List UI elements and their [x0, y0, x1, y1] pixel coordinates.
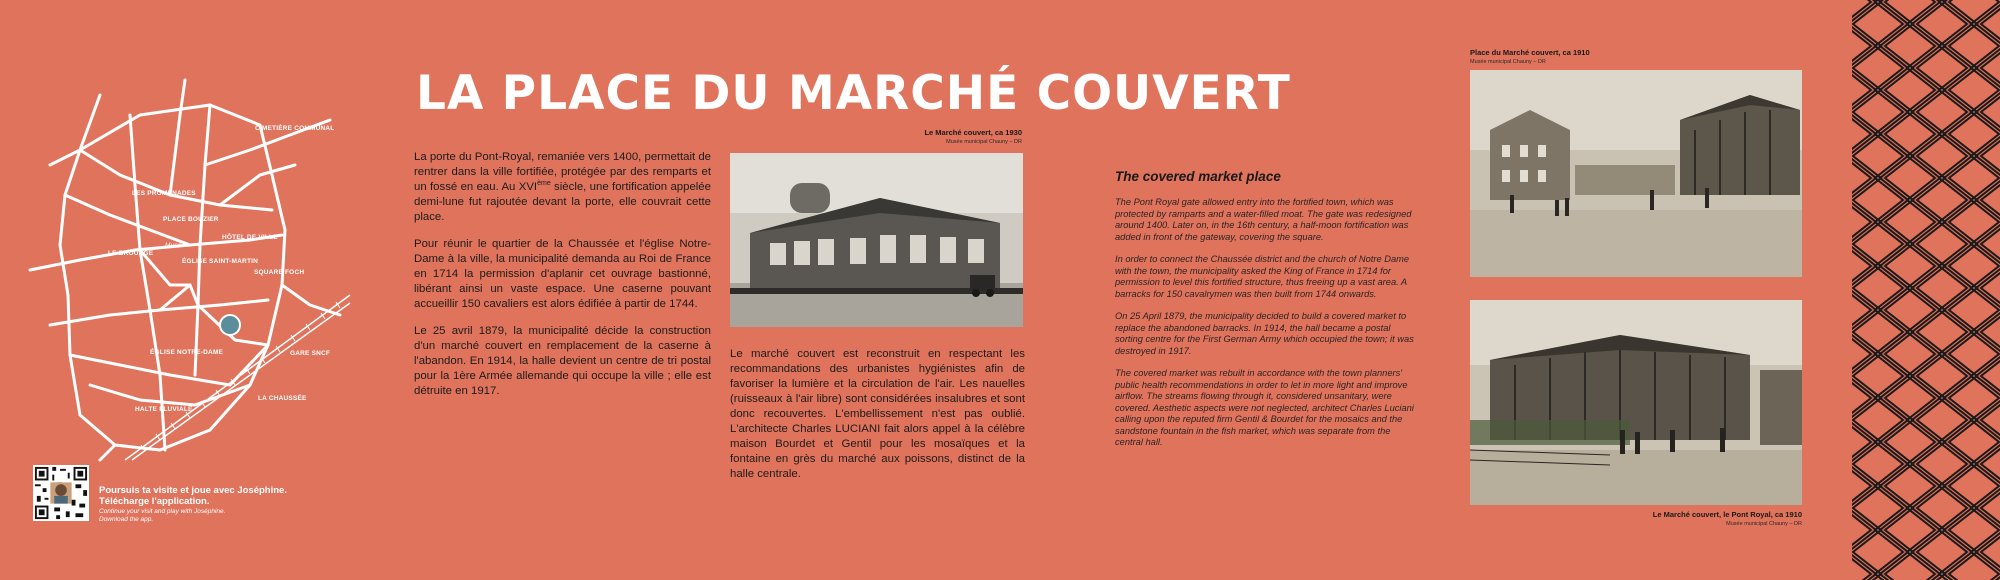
photo-square-1910-graphic — [1470, 70, 1802, 277]
qr-code[interactable] — [33, 465, 89, 521]
map-label-chaussee: LA CHAUSSÉE — [258, 395, 307, 402]
app-promo — [33, 465, 333, 525]
photo-square-1910 — [1470, 70, 1802, 277]
map-label-place-bouzier: PLACE BOUZIER — [163, 216, 219, 223]
photo-market-pont-royal-1910-graphic — [1470, 300, 1802, 505]
zigzag-pattern-graphic — [1852, 0, 2000, 580]
map-label-square-foch: SQUARE FOCH — [254, 269, 305, 276]
photo-3-caption: Le Marché couvert, le Pont Royal, ca 1910 — [1652, 510, 1802, 519]
map-label-brouage: LE BROUAGE — [108, 250, 154, 257]
french-paragraph-1 — [414, 150, 711, 225]
french-paragraph-3: Le 25 avril 1879, la municipalité décide la construction d'un marché couvert en remplacement de la caserne à l'abandon. En 1914, la halle devient un centre de tri postal pour la 1ère Armée allemande qui occupe la ville ; elle est détruite en 1917. — [414, 325, 711, 397]
english-paragraph-3: On 25 April 1879, the municipality decided to build a covered market to replace the abandoned barracks. In 1914, the hall became a postal sorting centre for the First German Army which occupied the town; it was destroyed in 1917. — [1115, 311, 1414, 356]
english-paragraph-2: In order to connect the Chaussée district and the church of Notre Dame with the town, the municipality asked the King of France in 1714 for permission to level this fortified structure, thus freeing up a vast area. A barracks for 150 cavalrymen was then built from 1744 onwards. — [1115, 254, 1410, 299]
qr-text-en — [99, 508, 319, 524]
street-map-graphic — [20, 55, 355, 465]
decorative-pattern — [1852, 0, 2000, 580]
map-label-eglise-notre-dame: ÉGLISE NOTRE-DAME — [150, 349, 224, 356]
english-paragraph-1: The Pont Royal gate allowed entry into the fortified town, which was protected by ramparts and a water-filled moat. The gate was redesigned around 1400. Later on, in the 16th century, a half-moon fortification was added in front of the gateway, covering the square. — [1115, 197, 1412, 242]
map-label-hotel-de-ville: HÔTEL DE VILLE — [222, 234, 278, 241]
photo-market-pont-royal-1910 — [1470, 300, 1802, 505]
qr-text-fr — [99, 485, 329, 507]
french-p1-superscript: ème — [537, 180, 551, 188]
photo-2-credit: Musée municipal Chauny – DR — [1470, 59, 1546, 65]
map-label-musee: Musée — [165, 242, 186, 249]
photo-1-credit: Musée municipal Chauny – DR — [946, 139, 1022, 145]
town-map — [20, 55, 355, 465]
qr-line-2: Télécharge l'application. — [99, 496, 210, 507]
qr-line-3: Continue your visit and play with Joséphine. — [99, 508, 226, 515]
location-marker — [220, 315, 240, 335]
photo-3-credit: Musée municipal Chauny – DR — [1726, 521, 1802, 527]
qr-line-1: Poursuis ta visite et joue avec Joséphine. — [99, 485, 287, 496]
map-label-halte: HALTE FLUVIALE — [135, 406, 193, 413]
french-text-column — [414, 150, 711, 411]
qr-code-graphic — [33, 465, 89, 521]
english-text-column — [1115, 197, 1415, 460]
map-label-cimetiere: CIMETIÈRE COMMUNAL — [255, 125, 335, 132]
map-label-gare: GARE SNCF — [290, 350, 331, 357]
english-title: The covered market place — [1115, 169, 1281, 184]
french-p1-part-a: La porte du Pont-Royal, remaniée vers 1400, permettait de rentrer dans la ville fortifiée, protégée par des remparts et un fossé en eau. Au XVI — [414, 151, 711, 193]
french-p1-part-b: siècle, une fortification appelée demi-lune fut rajoutée devant la porte, elle couvrait cette place. — [414, 181, 711, 223]
photo-market-1930 — [730, 153, 1023, 327]
photo-market-1930-graphic — [730, 153, 1023, 327]
english-paragraph-4: The covered market was rebuilt in accordance with the town planners' public health recommendations in order to let in more light and improve airflow. The streams flowing through it, considered unsanitary, were covered. Aesthetic aspects were not neglected, architect Charles Luciani calling upon the reputed firm Gentil & Bourdet for the mosaics and the sandstone fountain in the fish market, which was separate from the central hall. — [1115, 368, 1414, 447]
french-paragraph-4: Le marché couvert est reconstruit en respectant les recommandations des urbanistes hygiénistes afin de favoriser la lumière et la circulation de l'air. Les nauelles (ruisseaux à l'air libre) sont considérées insalubres et sont donc recouvertes. L'embellissement n'est pas oublié. L'architecte Charles LUCIANI fait alors appel à la célèbre maison Bourdet et Gentil pour les mosaïques et la fontaine en grès du marché aux poissons, distinct de la halle centrale. — [730, 348, 1025, 480]
page-title: LA PLACE DU MARCHÉ COUVERT — [416, 66, 1291, 121]
french-paragraph-2: Pour réunir le quartier de la Chaussée et l'église Notre-Dame à la ville, la municipalité demanda au Roi de France en 1714 la permission d'aplanir cet ouvrage bastionné, libérant ainsi un vaste espace. Une caserne pouvant accueillir 150 cavaliers est alors édifiée à partir de 1744. — [414, 238, 711, 310]
photo-1-caption: Le Marché couvert, ca 1930 — [924, 128, 1022, 137]
map-label-promenades: LES PROMENADES — [132, 190, 196, 197]
photo-2-caption: Place du Marché couvert, ca 1910 — [1470, 48, 1590, 57]
qr-line-4: Download the app. — [99, 516, 154, 523]
map-label-eglise-st-martin: ÉGLISE SAINT-MARTIN — [182, 258, 259, 265]
